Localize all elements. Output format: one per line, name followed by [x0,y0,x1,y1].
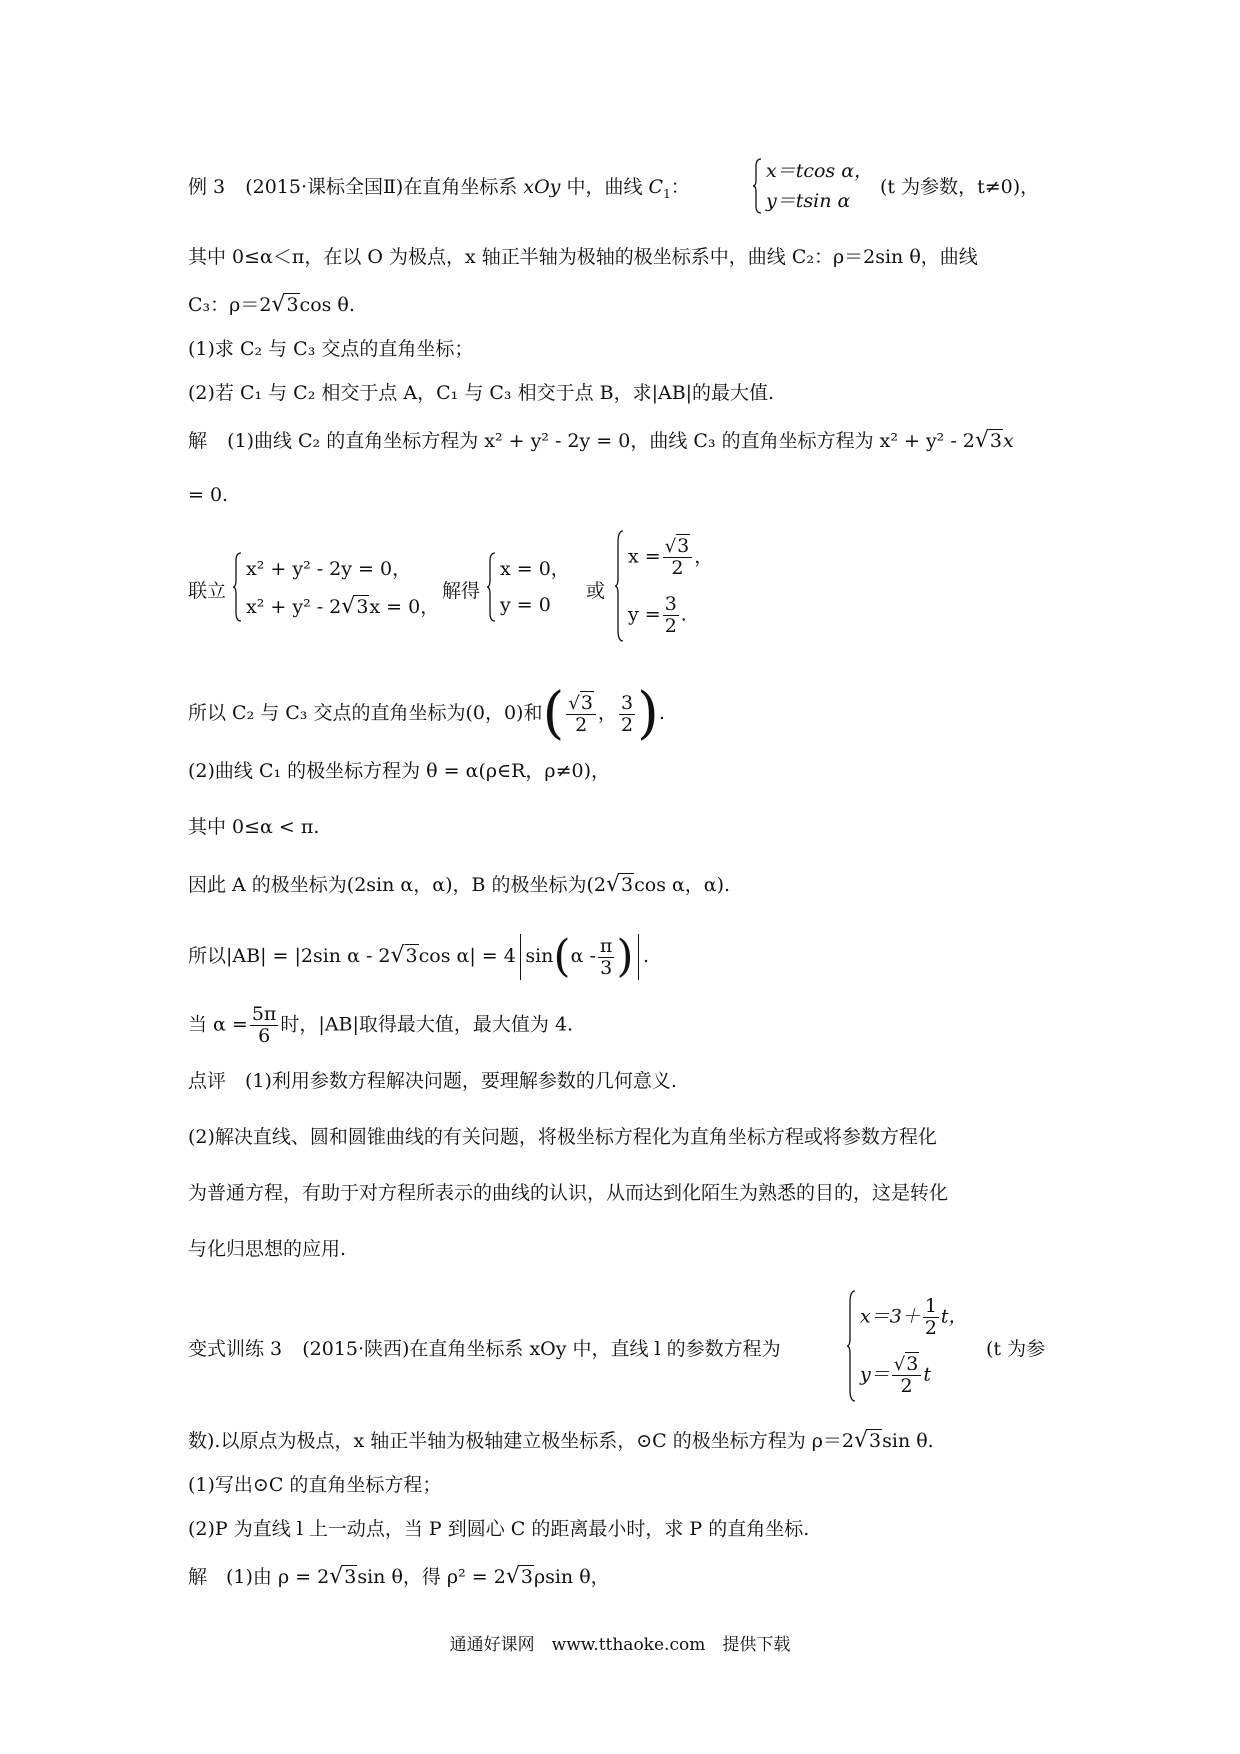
comment-line: 点评 (1)利用参数方程解决问题，要理解参数的几何意义. [188,1070,677,1092]
numerator: 5π [251,1003,277,1025]
text: x [1003,430,1014,452]
numerator: 1 [924,1295,937,1317]
variant-label: 变式训练 3 [188,1338,283,1360]
fraction [892,1354,922,1397]
text-line: = 0. [188,484,229,506]
variant3-title-line [188,1340,781,1359]
text-line: (2)曲线 C₁ 的极坐标方程为 θ = α(ρ∈R，ρ≠0)， [188,760,610,782]
abs-bar-icon [638,934,640,980]
text: cos α| = 4 [418,945,516,967]
radicand: 3 [869,1430,882,1452]
text: C₃：ρ＝2 [188,294,272,316]
example3-title-line [188,176,690,201]
text: (1)曲线 C₂ 的直角坐标方程为 x² + y² - 2y = 0，曲线 C₃ 的直角坐标方程为 x² + y² - 2 [227,430,975,452]
text: ， [694,545,714,568]
radicand: 3 [405,945,418,967]
text-line [188,1430,934,1452]
system-row: y = 0 [500,594,551,616]
denominator: 2 [900,1374,913,1397]
fraction [619,693,635,736]
radicand: 3 [580,691,593,714]
text: 在直角坐标系 [403,176,518,198]
system-row: x = 0， [500,558,570,580]
text: . [680,603,687,626]
sqrt-icon: √ [390,943,405,968]
abs-bar-icon [520,934,522,980]
text: ， [597,702,617,724]
system-row: y＝tsin α [766,190,851,212]
param-note: (t 为参数，t≠0)， [880,176,1040,198]
comment-line: (2)解决直线、圆和圆锥曲线的有关问题，将极坐标方程化为直角坐标方程或将参数方程化 [188,1126,937,1148]
left-paren-icon: ( [542,681,565,746]
right-paren-icon: ) [616,931,634,982]
fraction [923,1296,939,1339]
system-row: x² + y² - 2y = 0， [246,558,412,580]
solution-system-2 [614,530,724,642]
text: t， [940,1305,968,1328]
radicand: 3 [677,535,690,557]
subscript: 1 [663,187,671,201]
text: 时，|AB|取得最大值，最大值为 4. [280,1013,574,1036]
fraction [566,693,596,736]
text: 因此 A 的极坐标为(2sin α，α)，B 的极坐标为(2 [188,874,606,896]
text: x = [628,545,661,568]
sqrt-icon: √ [605,872,621,897]
sqrt-icon: √ [505,1564,520,1589]
text: sin θ，得 ρ² = 2 [357,1566,506,1588]
sqrt-icon: √ [893,1354,906,1375]
solution-line [188,1566,610,1588]
left-brace-icon [614,530,624,642]
system-row [860,1296,968,1339]
text: (2015·陕西)在直角坐标系 xOy 中，直线 l 的参数方程为 [302,1338,781,1360]
solution-label: 解 [188,430,208,452]
sqrt-icon: √ [329,1564,344,1589]
denominator: 2 [620,713,634,736]
text: 所以 C₂ 与 C₃ 交点的直角坐标为(0，0)和 [188,702,543,724]
page-footer: 通通好课网 www.tthaoke.com 提供下载 [449,1635,791,1655]
text: cos α，α). [634,874,731,896]
radicand: 3 [356,596,369,618]
text: x = 0， [369,596,440,618]
fraction [250,1004,279,1047]
text: cos θ. [299,294,355,316]
math-c1: C [648,176,664,198]
denominator: 2 [671,556,684,579]
text: 所以|AB| = |2sin α - 2 [188,945,391,967]
denominator: 2 [924,1316,937,1339]
text: 中，曲线 [566,176,643,198]
intersection-line [188,681,665,746]
system-row [628,536,713,579]
radicand: 3 [989,430,1003,452]
text-line: 其中 0≤α＜π，在以 O 为极点，x 轴正半轴为极轴的极坐标系中，曲线 C₂：ρ＝2sin θ，曲线 [188,246,978,268]
system-row [628,594,687,637]
denominator: 2 [664,614,677,637]
text: sin θ. [882,1430,934,1452]
question-2: (2)若 C₁ 与 C₂ 相交于点 A，C₁ 与 C₃ 相交于点 B，求|AB|的最大值. [188,382,775,404]
numerator: 3 [620,691,634,714]
or-label: 或 [586,580,606,602]
text: y = [628,603,661,626]
question-1: (1)求 C₂ 与 C₃ 交点的直角坐标； [188,338,474,360]
source-tag: (2015·课标全国Ⅱ) [245,176,404,198]
fraction [598,936,615,979]
text-line [188,294,355,316]
text: . [643,945,650,967]
comment-line: 与化归思想的应用. [188,1238,347,1260]
joint-system [232,552,440,622]
question-2: (2)P 为直线 l 上一动点，当 P 到圆心 C 的距离最小时，求 P 的直角坐标. [188,1518,810,1540]
text: 解 (1)由 ρ = 2 [188,1566,330,1588]
numerator: 3 [664,593,677,615]
fraction [663,536,693,579]
sqrt-icon: √ [271,292,286,317]
numerator: π [599,934,613,957]
denominator: 6 [258,1024,271,1047]
fraction [663,594,679,637]
solution-line [188,430,1014,452]
text-line [188,874,730,896]
abs-value-line [188,931,650,982]
math-xoy: xOy [523,176,561,198]
denominator: 2 [575,713,588,736]
system-row: x＝tcos α， [766,160,874,182]
comment-line: 为普通方程，有助于对方程所表示的曲线的认识，从而达到化陌生为熟悉的目的，这是转化 [188,1182,949,1204]
text: t [923,1363,931,1386]
sqrt-icon: √ [568,692,580,714]
left-brace-icon [232,552,242,622]
text: y＝ [860,1363,890,1386]
left-brace-icon [752,158,762,214]
radicand: 3 [621,874,634,896]
text: 数).以原点为极点，x 轴正半轴为极轴建立极坐标系，⊙C 的极坐标方程为 ρ＝2 [188,1430,855,1452]
left-paren-icon: ( [553,931,571,982]
joint-label: 联立 [188,580,227,602]
text: ρsin θ， [533,1566,610,1588]
right-paren-icon: ) [637,681,659,746]
radicand: 3 [344,1566,357,1588]
text: sin [525,945,554,967]
radicand: 3 [286,294,299,316]
question-1: (1)写出⊙C 的直角坐标方程； [188,1474,442,1496]
text: x＝3＋ [860,1305,921,1328]
max-value-line [188,1004,573,1047]
solution-system-1 [486,552,570,622]
sqrt-icon: √ [974,428,989,453]
sqrt-icon: √ [341,594,356,619]
sqrt-icon: √ [664,536,677,557]
text: 当 α = [188,1013,248,1036]
text-line: 其中 0≤α < π. [188,816,320,838]
left-brace-icon [846,1290,856,1402]
radicand: 3 [906,1353,919,1375]
line-l-parametric-system [846,1290,966,1402]
system-row [246,596,439,618]
param-note: (t 为参 [986,1338,1046,1360]
denominator: 3 [600,956,613,979]
text: x² + y² - 2 [246,596,342,618]
radicand: 3 [520,1566,533,1588]
text: . [658,702,665,724]
text: α - [570,945,596,967]
sqrt-icon: √ [854,1428,869,1453]
c1-parametric-system [752,158,872,214]
left-brace-icon [486,552,496,622]
solve-label: 解得 [442,580,481,602]
example-label: 例 3 [188,176,226,198]
text: ： [670,176,690,198]
system-row [860,1354,931,1397]
